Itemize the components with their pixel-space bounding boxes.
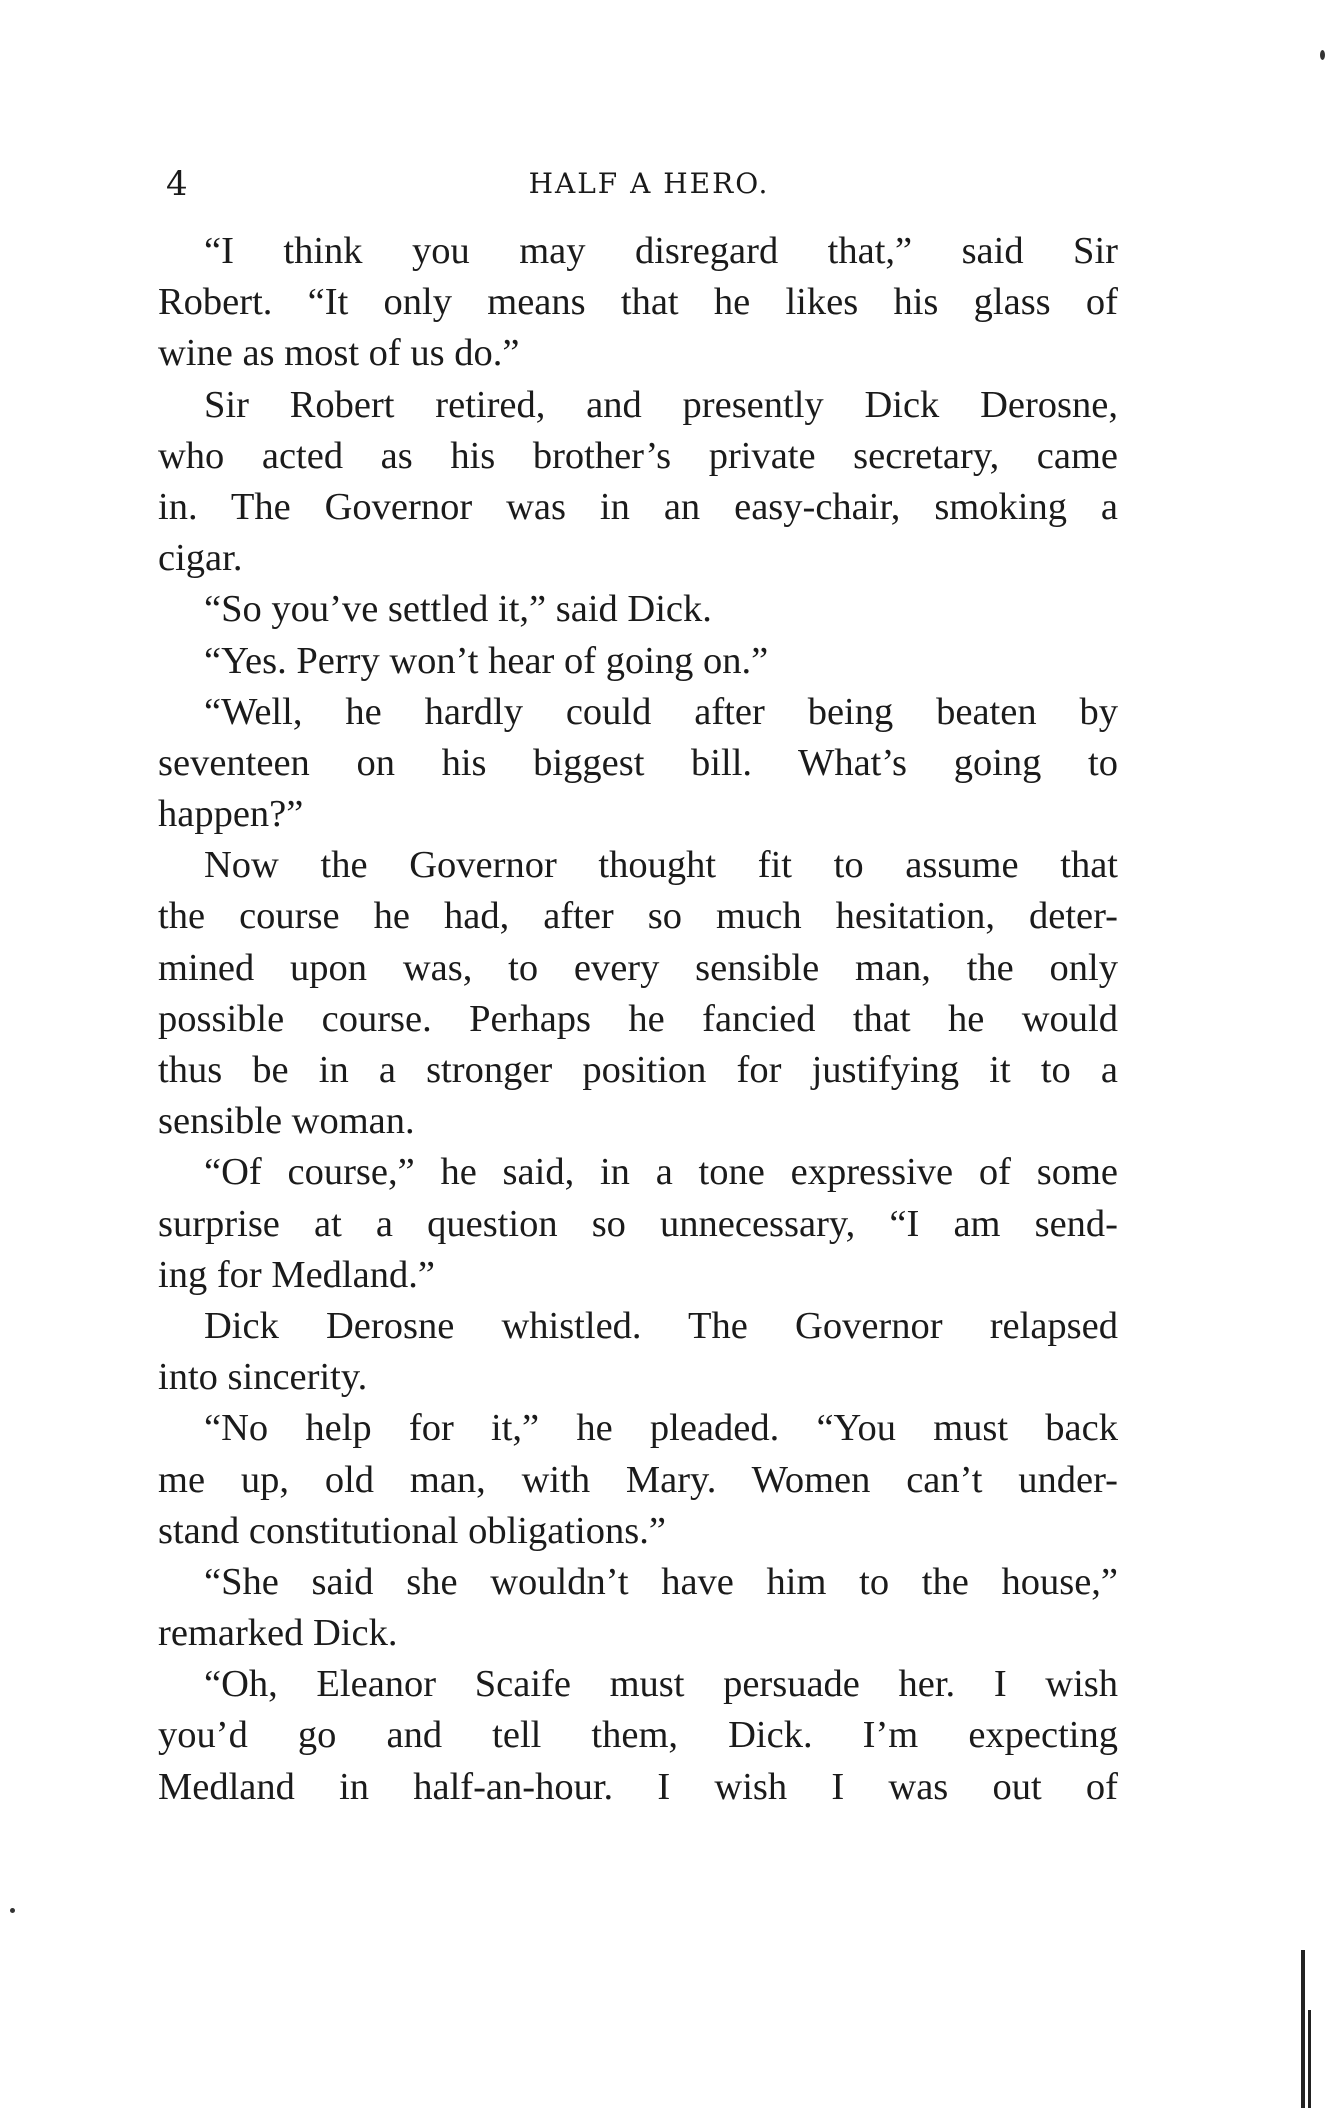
text-line: remarked Dick. (158, 1612, 398, 1655)
text-line: Sir Robert retired, and presently Dick Derosne, (204, 383, 1118, 426)
text-line: thus be in a stronger position for justifying it to a (158, 1049, 1118, 1091)
text-line: “I think you may disregard that,” said Sir (204, 230, 1118, 272)
text-line: seventeen on his biggest bill. What’s going to (158, 741, 1118, 784)
text-line: “Oh, Eleanor Scaife must persuade her. I wish (204, 1663, 1118, 1706)
text-line: “So you’ve settled it,” said Dick. (204, 588, 712, 631)
text-line: surprise at a question so unnecessary, “I am send- (158, 1202, 1118, 1245)
text-line: into sincerity. (158, 1356, 368, 1399)
running-title: HALF A HERO. (528, 167, 770, 200)
scan-speck (1320, 50, 1325, 60)
text-line: sensible woman. (158, 1100, 415, 1143)
text-line: Medland in half-an-hour. I wish I was out of (158, 1765, 1118, 1808)
text-line: Robert. “It only means that he likes his glass of (158, 281, 1118, 324)
text-line: mined upon was, to every sensible man, the only (158, 946, 1118, 989)
text-line: Now the Governor thought fit to assume that (204, 844, 1118, 887)
scan-speck (10, 1908, 15, 1913)
text-line: me up, old man, with Mary. Women can’t under- (158, 1458, 1118, 1501)
text-line: “Of course,” he said, in a tone expressive of some (204, 1151, 1118, 1194)
page-number: 4 (166, 164, 188, 204)
scan-edge-mark (1301, 1950, 1305, 2108)
text-line: “Yes. Perry won’t hear of going on.” (204, 639, 769, 682)
text-line: in. The Governor was in an easy-chair, smoking a (158, 485, 1118, 528)
text-line: “No help for it,” he pleaded. “You must back (204, 1407, 1118, 1450)
text-line: happen?” (158, 793, 304, 836)
scan-edge-mark (1308, 2010, 1311, 2108)
text-line: “Well, he hardly could after being beaten by (204, 690, 1118, 733)
text-line: who acted as his brother’s private secretary, came (158, 434, 1118, 477)
text-line: the course he had, after so much hesitation, deter- (158, 895, 1118, 938)
text-line: stand constitutional obligations.” (158, 1509, 666, 1552)
text-line: cigar. (158, 537, 243, 580)
text-line: Dick Derosne whistled. The Governor relapsed (204, 1304, 1118, 1347)
text-line: ing for Medland.” (158, 1253, 435, 1296)
text-line: wine as most of us do.” (158, 332, 520, 375)
text-line: possible course. Perhaps he fancied that he would (158, 997, 1118, 1040)
text-line: “She said she wouldn’t have him to the house,” (204, 1560, 1118, 1603)
text-line: you’d go and tell them, Dick. I’m expecting (158, 1714, 1118, 1757)
page-header (166, 160, 1112, 208)
body-text (158, 226, 1118, 1813)
